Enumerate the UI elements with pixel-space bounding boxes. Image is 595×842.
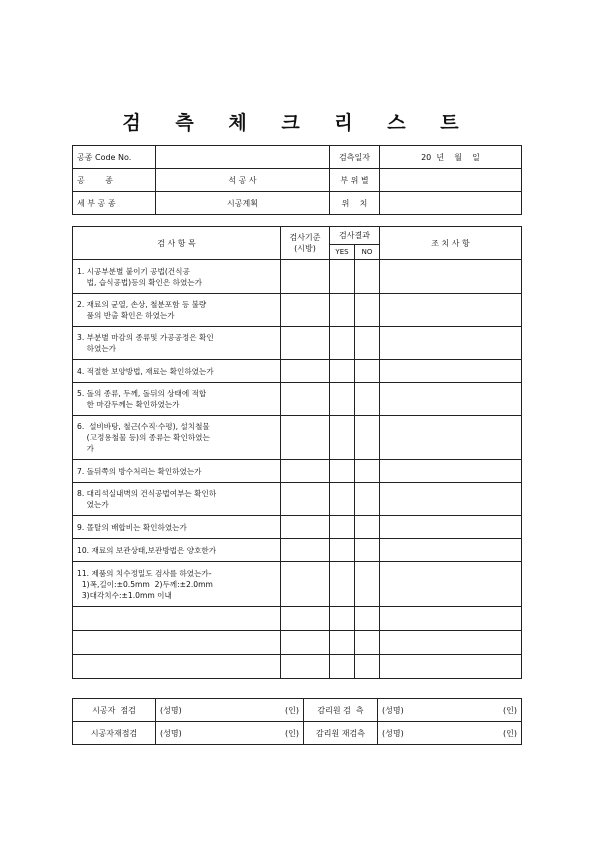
yes-checkbox[interactable] xyxy=(330,631,355,655)
no-checkbox[interactable] xyxy=(355,483,380,516)
contractor-recheck-seal[interactable]: (인) xyxy=(256,722,304,745)
action-cell[interactable] xyxy=(380,260,522,294)
no-checkbox[interactable] xyxy=(355,360,380,383)
checklist-item-text: 7. 돌뒤쪽의 방수처리는 확인하였는가 xyxy=(73,460,281,483)
col-yes-header: YES xyxy=(330,245,355,260)
yes-checkbox[interactable] xyxy=(330,516,355,539)
action-cell[interactable] xyxy=(380,516,522,539)
standard-cell[interactable] xyxy=(281,460,330,483)
contractor-recheck-label: 시공자재점검 xyxy=(73,722,156,745)
supervisor-recheck-name-field[interactable]: (성명) xyxy=(378,722,472,745)
supervisor-check-label: 감리원 검 측 xyxy=(304,699,378,722)
contractor-name-field[interactable]: (성명) xyxy=(156,699,256,722)
yes-checkbox[interactable] xyxy=(330,383,355,416)
work-type-field[interactable]: 석 공 사 xyxy=(156,169,330,192)
page-title: 검 측 체 크 리 스 트 xyxy=(122,112,473,134)
yes-checkbox[interactable] xyxy=(330,260,355,294)
action-cell[interactable] xyxy=(380,294,522,327)
standard-cell[interactable] xyxy=(281,516,330,539)
checklist-row xyxy=(73,294,522,327)
no-checkbox[interactable] xyxy=(355,327,380,360)
no-checkbox[interactable] xyxy=(355,416,380,460)
no-checkbox[interactable] xyxy=(355,460,380,483)
standard-cell[interactable] xyxy=(281,562,330,607)
action-cell[interactable] xyxy=(380,416,522,460)
yes-checkbox[interactable] xyxy=(330,327,355,360)
checklist-row xyxy=(73,483,522,516)
standard-cell[interactable] xyxy=(281,607,330,631)
action-cell[interactable] xyxy=(380,383,522,416)
yes-checkbox[interactable] xyxy=(330,539,355,562)
supervisor-name-field[interactable]: (성명) xyxy=(378,699,472,722)
contractor-seal[interactable]: (인) xyxy=(256,699,304,722)
checklist-row xyxy=(73,655,522,679)
checklist-item-text: 4. 적절한 보양방법, 재료는 확인하였는가 xyxy=(73,360,281,383)
checklist-item-text: 6. 설비바탕, 철근(수직·수평), 설치철물 (고정용철물 등)의 종류는 확인하였는 가 xyxy=(73,416,281,460)
yes-checkbox[interactable] xyxy=(330,294,355,327)
yes-checkbox[interactable] xyxy=(330,416,355,460)
detail-work-field[interactable]: 시공계획 xyxy=(156,192,330,215)
checklist-row xyxy=(73,607,522,631)
checklist-row xyxy=(73,562,522,607)
action-cell[interactable] xyxy=(380,327,522,360)
header-table xyxy=(72,145,522,215)
yes-checkbox[interactable] xyxy=(330,655,355,679)
standard-cell[interactable] xyxy=(281,294,330,327)
date-field[interactable]: 20 년 월 일 xyxy=(380,146,522,169)
standard-cell[interactable] xyxy=(281,327,330,360)
action-cell[interactable] xyxy=(380,539,522,562)
standard-cell[interactable] xyxy=(281,416,330,460)
yes-checkbox[interactable] xyxy=(330,607,355,631)
action-cell[interactable] xyxy=(380,460,522,483)
checklist-item-text: 1. 시공부분별 붙이기 공법(건식공 법, 습식공법)등의 확인은 하였는가 xyxy=(73,260,281,294)
action-cell[interactable] xyxy=(380,483,522,516)
work-type-label: 공 종 xyxy=(73,169,156,192)
checklist-row xyxy=(73,539,522,562)
date-label: 검측일자 xyxy=(330,146,380,169)
checklist-row xyxy=(73,631,522,655)
col-action-header: 조 치 사 항 xyxy=(380,227,522,260)
checklist-item-text: 9. 몰탈의 배합비는 확인하였는가 xyxy=(73,516,281,539)
contractor-check-label: 시공자 점검 xyxy=(73,699,156,722)
checklist-row xyxy=(73,416,522,460)
checklist-item-text xyxy=(73,607,281,631)
action-cell[interactable] xyxy=(380,360,522,383)
signature-table xyxy=(72,698,522,745)
contractor-recheck-name-field[interactable]: (성명) xyxy=(156,722,256,745)
supervisor-seal[interactable]: (인) xyxy=(472,699,522,722)
no-checkbox[interactable] xyxy=(355,631,380,655)
no-checkbox[interactable] xyxy=(355,383,380,416)
action-cell[interactable] xyxy=(380,655,522,679)
part-field[interactable] xyxy=(380,169,522,192)
col-item-header: 검 사 항 목 xyxy=(73,227,281,260)
standard-cell[interactable] xyxy=(281,360,330,383)
checklist-row xyxy=(73,516,522,539)
supervisor-recheck-label: 감리원 재검측 xyxy=(304,722,378,745)
checklist-table xyxy=(72,226,522,679)
yes-checkbox[interactable] xyxy=(330,360,355,383)
standard-cell[interactable] xyxy=(281,383,330,416)
checklist-row xyxy=(73,327,522,360)
checklist-row xyxy=(73,360,522,383)
location-label: 위 치 xyxy=(330,192,380,215)
no-checkbox[interactable] xyxy=(355,562,380,607)
code-field[interactable] xyxy=(156,146,330,169)
no-checkbox[interactable] xyxy=(355,294,380,327)
standard-cell[interactable] xyxy=(281,539,330,562)
checklist-row xyxy=(73,460,522,483)
checklist-item-text: 2. 재료의 균열, 손상, 철분포함 등 불량 품의 반출 확인은 하였는가 xyxy=(73,294,281,327)
code-label: 공종 Code No. xyxy=(73,146,156,169)
no-checkbox[interactable] xyxy=(355,655,380,679)
detail-work-label: 세 부 공 종 xyxy=(73,192,156,215)
no-checkbox[interactable] xyxy=(355,607,380,631)
location-field[interactable] xyxy=(380,192,522,215)
checklist-item-text: 10. 재료의 보관상태,보관방법은 양호한가 xyxy=(73,539,281,562)
checklist-item-text xyxy=(73,655,281,679)
standard-cell[interactable] xyxy=(281,655,330,679)
yes-checkbox[interactable] xyxy=(330,483,355,516)
no-checkbox[interactable] xyxy=(355,260,380,294)
action-cell[interactable] xyxy=(380,631,522,655)
action-cell[interactable] xyxy=(380,607,522,631)
col-result-header: 검사결과 xyxy=(330,227,380,245)
part-label: 부 위 별 xyxy=(330,169,380,192)
no-checkbox[interactable] xyxy=(355,539,380,562)
standard-cell[interactable] xyxy=(281,483,330,516)
yes-checkbox[interactable] xyxy=(330,562,355,607)
checklist-row xyxy=(73,260,522,294)
supervisor-recheck-seal[interactable]: (인) xyxy=(472,722,522,745)
checklist-item-text: 11. 제품의 치수정밀도 검사를 하였는가- 1)폭,길이:±0.5mm 2)두께:±2.0mm 3)대각치수:±1.0mm 이내 xyxy=(73,562,281,607)
standard-cell[interactable] xyxy=(281,260,330,294)
checklist-item-text xyxy=(73,631,281,655)
col-no-header: NO xyxy=(355,245,380,260)
no-checkbox[interactable] xyxy=(355,516,380,539)
standard-cell[interactable] xyxy=(281,631,330,655)
checklist-item-text: 5. 돌의 종류, 두께, 돌뒤의 상태에 적합 한 마감두께는 확인하였는가 xyxy=(73,383,281,416)
action-cell[interactable] xyxy=(380,562,522,607)
checklist-item-text: 8. 대리석실내벽의 건식공법여부는 확인하 였는가 xyxy=(73,483,281,516)
checklist-item-text: 3. 부분별 마감의 종류및 가공공정은 확인 하였는가 xyxy=(73,327,281,360)
yes-checkbox[interactable] xyxy=(330,460,355,483)
checklist-row xyxy=(73,383,522,416)
col-standard-header: 검사기준 (시방) xyxy=(281,227,330,260)
